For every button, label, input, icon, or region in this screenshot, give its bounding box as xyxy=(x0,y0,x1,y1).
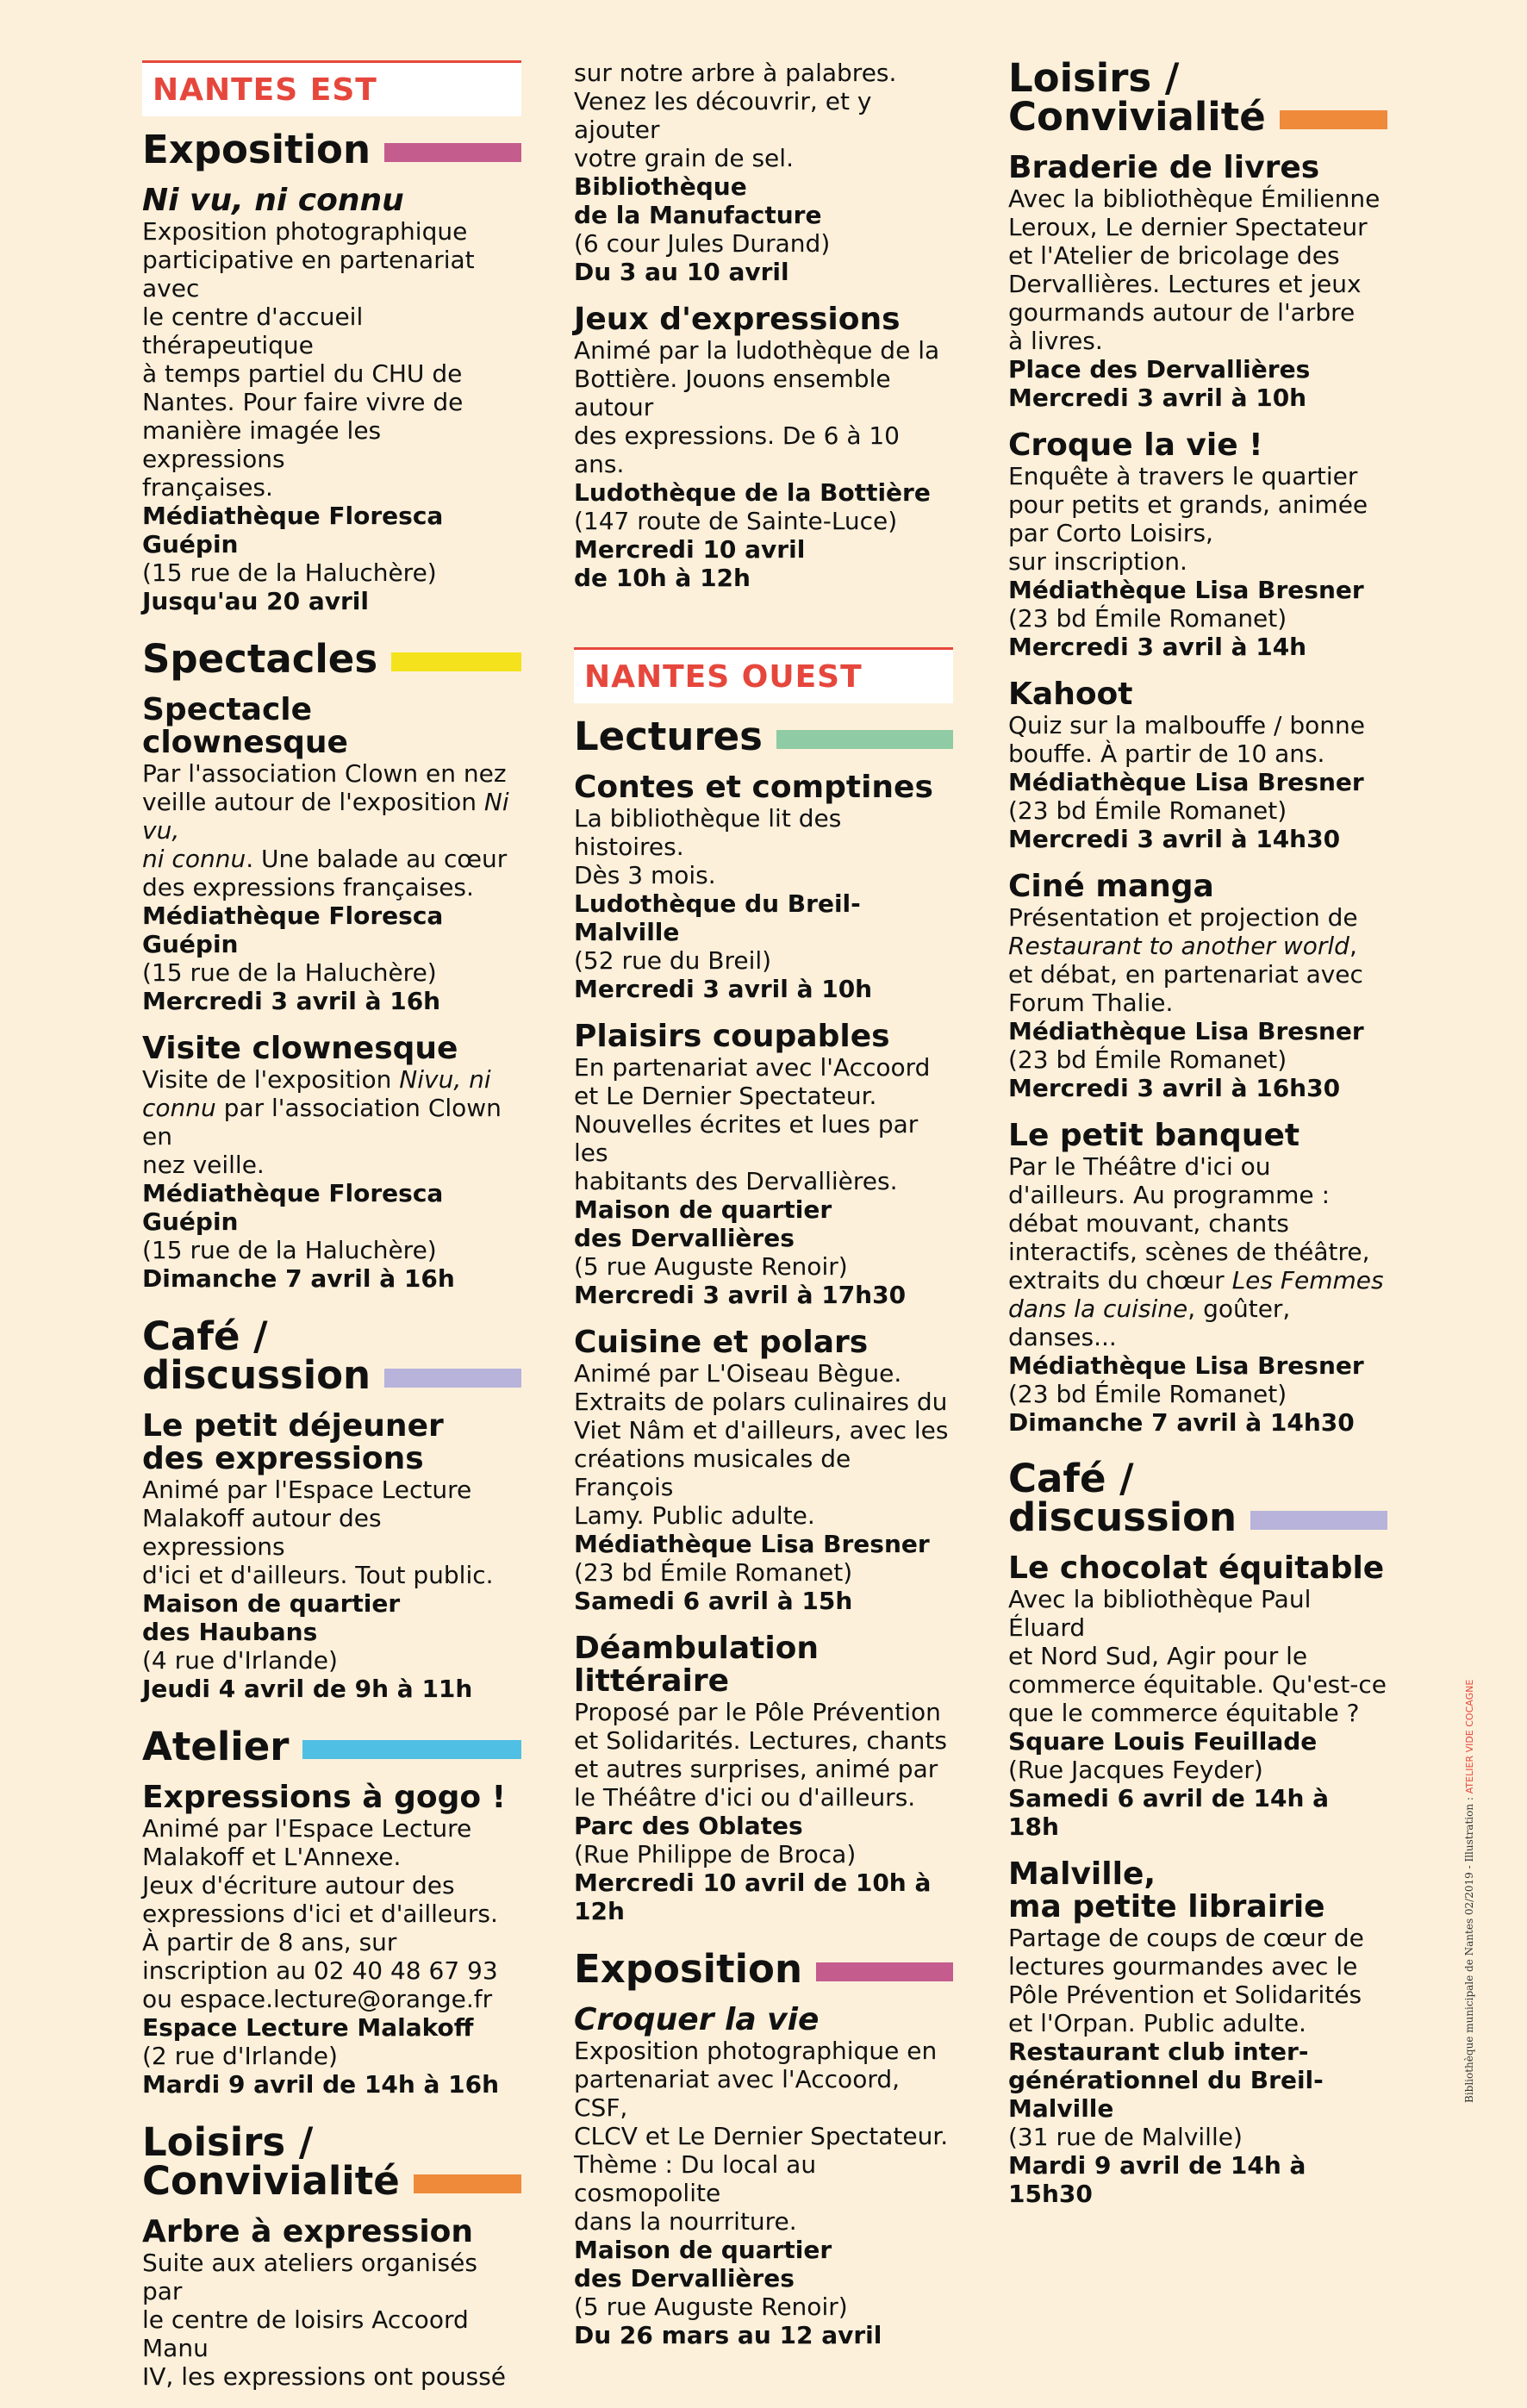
category-loisirs-convivialite xyxy=(142,2119,521,2204)
event-expressions-a-gogo xyxy=(142,1781,521,2099)
event-date: Mardi 9 avril de 14h à 16h xyxy=(142,2070,500,2099)
event-place: Square Louis Feuillade xyxy=(1008,1727,1318,1756)
event-title: Braderie de livres xyxy=(1008,150,1320,185)
event-title: Ni vu, ni connu xyxy=(142,183,404,218)
event-place: Médiathèque Floresca Guépin xyxy=(142,502,444,558)
event-description: Avec la bibliothèque Paul Éluard et Nord Sud, Agir pour le commerce équitable. Qu'est-ce que le commerce équitable ? xyxy=(1008,1585,1387,1727)
category-bar xyxy=(391,652,521,671)
event-address: (147 route de Sainte-Luce) xyxy=(574,507,898,535)
event-description: Partage de coups de cœur de lectures gourmandes avec le Pôle Prévention et Solidarités et l'Orpan. Public adulte. xyxy=(1008,1924,1364,2037)
event-place: Médiathèque Lisa Bresner xyxy=(1008,768,1364,796)
event-date: Mercredi 3 avril à 16h xyxy=(142,987,441,1015)
event-title: Plaisirs coupables xyxy=(574,1019,890,1054)
event-description: Animé par l'Espace Lecture Malakoff autour des expressions d'ici et d'ailleurs. Tout public. xyxy=(142,1475,494,1589)
event-address: (23 bd Émile Romanet) xyxy=(1008,604,1287,633)
event-address: (6 cour Jules Durand) xyxy=(574,229,831,258)
event-address: (23 bd Émile Romanet) xyxy=(574,1558,853,1587)
spacer xyxy=(574,609,953,647)
category-lectures xyxy=(574,714,953,759)
event-address: (15 rue de la Haluchère) xyxy=(142,958,437,987)
event-description: Enquête à travers le quartier pour petits et grands, animée par Corto Loisirs, sur inscription. xyxy=(1008,462,1368,576)
event-title: Déambulation littéraire xyxy=(574,1631,820,1699)
category-cafe-discussion xyxy=(1008,1456,1387,1540)
event-address: (2 rue d'Irlande) xyxy=(142,2042,338,2070)
event-address: (23 bd Émile Romanet) xyxy=(1008,796,1287,825)
category-loisirs-convivialite xyxy=(1008,55,1387,140)
category-exposition xyxy=(574,1946,953,1992)
event-place: Médiathèque Lisa Bresner xyxy=(574,1530,930,1558)
event-date: Dimanche 7 avril à 16h xyxy=(142,1264,455,1293)
event-address: (52 rue du Breil) xyxy=(574,946,772,975)
column-3 xyxy=(1008,55,1387,2225)
event-description: Quiz sur la malbouffe / bonne bouffe. À partir de 10 ans. xyxy=(1008,711,1365,768)
event-place: Médiathèque Lisa Bresner xyxy=(1008,576,1364,604)
event-description: Animé par l'Espace Lecture Malakoff et L'Annexe. Jeux d'écriture autour des expressions d'ici et d'ailleurs. À partir de 8 ans, sur inscription au 02 40 48 67 93 ou espace.lecture@orange.fr xyxy=(142,1814,498,2013)
event-description: Proposé par le Pôle Prévention et Solidarités. Lectures, chants et autres surprises, animé par le Théâtre d'ici ou d'ailleurs. xyxy=(574,1698,947,1812)
area-header-nantes-ouest: NANTES OUEST xyxy=(574,647,953,703)
event-date: Mercredi 10 avril de 10h à 12h xyxy=(574,535,806,592)
event-description: Animé par la ludothèque de la Bottière. Jouons ensemble autour des expressions. De 6 à 10 ans. xyxy=(574,336,940,478)
event-place: Médiathèque Lisa Bresner xyxy=(1008,1351,1364,1380)
category-cafe-discussion xyxy=(142,1313,521,1398)
area-header-nantes-est: NANTES EST xyxy=(142,60,521,116)
event-date: Jusqu'au 20 avril xyxy=(142,587,370,615)
column-2 xyxy=(574,59,953,2367)
event-malville-ma-petite-librairie xyxy=(1008,1858,1387,2208)
event-title: Visite clownesque xyxy=(142,1031,458,1066)
event-address: (4 rue d'Irlande) xyxy=(142,1646,338,1675)
event-title: Malville, ma petite librairie xyxy=(1008,1856,1325,1925)
event-address: (Rue Philippe de Broca) xyxy=(574,1840,857,1868)
event-address: (23 bd Émile Romanet) xyxy=(1008,1045,1287,1074)
column-1 xyxy=(142,60,521,2408)
event-date: Mercredi 3 avril à 17h30 xyxy=(574,1281,907,1309)
event-cuisine-et-polars xyxy=(574,1326,953,1615)
event-petit-dejeuner xyxy=(142,1410,521,1703)
event-description: Par l'association Clown en nez veille autour de l'exposition Ni vu, ni connu. Une balade au cœur des expressions françaises. xyxy=(142,759,509,901)
event-place: Parc des Oblates xyxy=(574,1812,803,1840)
event-title: Spectacle clownesque xyxy=(142,692,348,760)
category-title: Café / discussion xyxy=(1008,1456,1237,1540)
event-description: En partenariat avec l'Accoord et Le Dernier Spectateur. Nouvelles écrites et lues par les habitants des Dervallières. xyxy=(574,1053,931,1195)
category-bar xyxy=(384,1369,521,1388)
event-address: (5 rue Auguste Renoir) xyxy=(574,2293,848,2321)
event-date: Samedi 6 avril à 15h xyxy=(574,1587,853,1615)
event-date: Mercredi 3 avril à 14h xyxy=(1008,633,1307,661)
event-title: Le chocolat équitable xyxy=(1008,1550,1385,1586)
event-description: Avec la bibliothèque Émilienne Leroux, Le dernier Spectateur et l'Atelier de bricolage des Dervallières. Lectures et jeux gourmands autour de l'arbre à livres. xyxy=(1008,184,1381,355)
event-place: Place des Dervallières xyxy=(1008,355,1311,384)
event-date: Dimanche 7 avril à 14h30 xyxy=(1008,1408,1355,1437)
event-place: Maison de quartier des Dervallières xyxy=(574,1195,832,1252)
category-exposition xyxy=(142,127,521,172)
event-place: Maison de quartier des Dervallières xyxy=(574,2236,832,2293)
event-title: Ciné manga xyxy=(1008,869,1214,904)
event-jeux-d-expressions xyxy=(574,303,953,592)
event-date: Du 26 mars au 12 avril xyxy=(574,2321,882,2349)
category-bar xyxy=(816,1962,953,1981)
event-description: Par le Théâtre d'ici ou d'ailleurs. Au programme : débat mouvant, chants interactifs, scènes de théâtre, extraits du chœur Les Femmes dans la cuisine, goûter, danses... xyxy=(1008,1152,1384,1351)
category-title: Spectacles xyxy=(142,636,378,682)
event-arbre-a-expression xyxy=(142,2216,521,2391)
category-title: Café / discussion xyxy=(142,1313,371,1398)
event-croque-la-vie xyxy=(1008,429,1387,661)
event-description: Exposition photographique participative en partenariat avec le centre d'accueil thérapeutique à temps partiel du CHU de Nantes. Pour faire vivre de manière imagée les expressions françaises. xyxy=(142,217,475,502)
event-title: Le petit déjeuner des expressions xyxy=(142,1408,444,1476)
event-title: Le petit banquet xyxy=(1008,1118,1300,1153)
event-place: Médiathèque Floresca Guépin xyxy=(142,1179,444,1236)
category-title: Loisirs / Convivialité xyxy=(1008,55,1266,140)
category-title: Exposition xyxy=(574,1946,802,1992)
event-date: Du 3 au 10 avril xyxy=(574,258,789,286)
category-bar xyxy=(1280,110,1387,129)
event-place: Espace Lecture Malakoff xyxy=(142,2013,474,2042)
event-le-petit-banquet xyxy=(1008,1120,1387,1437)
event-arbre-a-expression-continued xyxy=(574,59,953,286)
event-description: Présentation et projection de Restaurant to another world, et débat, en partenariat avec Forum Thalie. xyxy=(1008,903,1363,1017)
event-title: Kahoot xyxy=(1008,677,1133,712)
event-deambulation-litteraire xyxy=(574,1632,953,1925)
event-address: (15 rue de la Haluchère) xyxy=(142,558,437,587)
event-title: Jeux d'expressions xyxy=(574,302,901,337)
credit-brand: ATELIER VIDE COCAGNE xyxy=(1464,1679,1475,1794)
category-bar xyxy=(1250,1511,1387,1530)
event-braderie-de-livres xyxy=(1008,152,1387,412)
event-visite-clownesque xyxy=(142,1032,521,1293)
event-title: Contes et comptines xyxy=(574,770,933,805)
event-description: Exposition photographique en partenariat avec l'Accoord, CSF, CLCV et Le Dernier Spectateur. Thème : Du local au cosmopolite dans la nourriture. xyxy=(574,2037,949,2236)
event-title: Croquer la vie xyxy=(574,2002,820,2037)
category-spectacles xyxy=(142,636,521,682)
event-date: Mercredi 3 avril à 10h xyxy=(574,975,873,1003)
event-date: Jeudi 4 avril de 9h à 11h xyxy=(142,1675,473,1703)
event-date: Mercredi 3 avril à 16h30 xyxy=(1008,1074,1341,1102)
event-address: (23 bd Émile Romanet) xyxy=(1008,1380,1287,1408)
event-title: Croque la vie ! xyxy=(1008,427,1263,463)
category-bar xyxy=(414,2174,521,2193)
event-kahoot xyxy=(1008,678,1387,853)
event-place: Bibliothèque de la Manufacture xyxy=(574,172,822,229)
event-contes-et-comptines xyxy=(574,771,953,1003)
event-description: La bibliothèque lit des histoires. Dès 3 mois. xyxy=(574,804,842,889)
event-date: Mercredi 3 avril à 14h30 xyxy=(1008,825,1341,853)
category-bar xyxy=(384,143,521,162)
event-le-chocolat-equitable xyxy=(1008,1552,1387,1841)
category-title: Atelier xyxy=(142,1724,290,1769)
category-title: Exposition xyxy=(142,127,371,172)
event-date: Mercredi 10 avril de 10h à 12h xyxy=(574,1868,932,1925)
credit-line: Bibliothèque municipale de Nantes 02/2019 - Illustration : ATELIER VIDE COCAGNE xyxy=(1463,1679,1475,2103)
event-cine-manga xyxy=(1008,870,1387,1102)
event-place: Médiathèque Floresca Guépin xyxy=(142,901,444,958)
event-place: Ludothèque du Breil-Malville xyxy=(574,889,861,946)
event-place: Restaurant club inter- générationnel du Breil-Malville xyxy=(1008,2037,1324,2123)
event-description: Animé par L'Oiseau Bègue. Extraits de polars culinaires du Viet Nâm et d'ailleurs, avec les créations musicales de François Lamy. Public adulte. xyxy=(574,1359,949,1530)
category-bar xyxy=(776,730,953,749)
event-title: Cuisine et polars xyxy=(574,1325,869,1360)
event-title: Expressions à gogo ! xyxy=(142,1780,507,1815)
event-date: Samedi 6 avril de 14h à 18h xyxy=(1008,1784,1330,1841)
event-address: (5 rue Auguste Renoir) xyxy=(574,1252,848,1281)
event-croquer-la-vie xyxy=(574,2004,953,2349)
category-title: Loisirs / Convivialité xyxy=(142,2119,400,2204)
event-place: Médiathèque Lisa Bresner xyxy=(1008,1017,1364,1045)
event-place: Ludothèque de la Bottière xyxy=(574,478,931,507)
event-address: (15 rue de la Haluchère) xyxy=(142,1236,437,1264)
event-spectacle-clownesque xyxy=(142,694,521,1015)
event-description: Visite de l'exposition Nivu, ni connu par l'association Clown en nez veille. xyxy=(142,1065,502,1179)
event-description: sur notre arbre à palabres. Venez les découvrir, et y ajouter votre grain de sel. xyxy=(574,59,897,172)
event-title: Arbre à expression xyxy=(142,2214,474,2249)
event-address: (Rue Jacques Feyder) xyxy=(1008,1756,1263,1784)
event-address: (31 rue de Malville) xyxy=(1008,2123,1243,2151)
event-plaisirs-coupables xyxy=(574,1020,953,1309)
category-bar xyxy=(302,1740,521,1759)
event-place: Maison de quartier des Haubans xyxy=(142,1589,401,1646)
event-date: Mercredi 3 avril à 10h xyxy=(1008,384,1307,412)
category-title: Lectures xyxy=(574,714,763,759)
event-description: Suite aux ateliers organisés par le centre de loisirs Accoord Manu IV, les expressions ont poussé xyxy=(142,2249,507,2391)
event-date: Mardi 9 avril de 14h à 15h30 xyxy=(1008,2151,1306,2208)
event-ni-vu-ni-connu xyxy=(142,184,521,615)
category-atelier xyxy=(142,1724,521,1769)
